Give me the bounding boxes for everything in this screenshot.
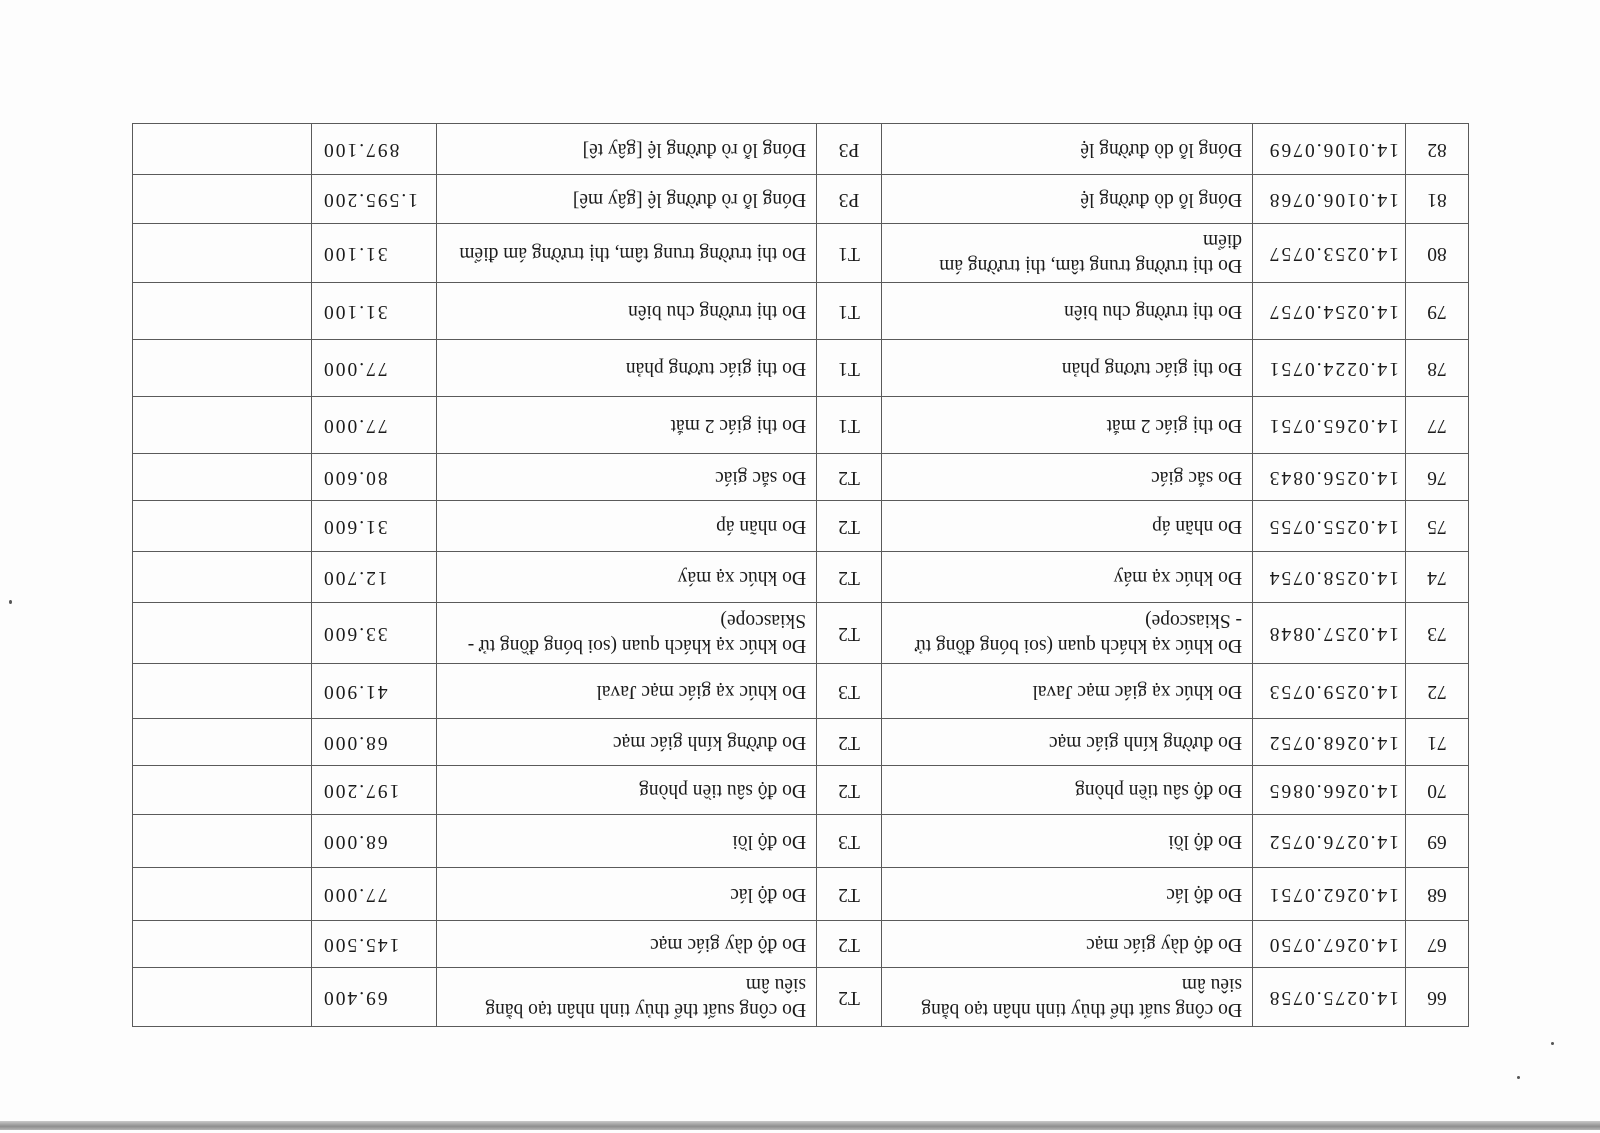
- service-price: 33.600: [312, 603, 437, 664]
- note-cell: [133, 397, 312, 454]
- service-price: 145.500: [312, 921, 437, 968]
- table-row: [133, 454, 1469, 501]
- service-code: 14.0254.0757: [1253, 283, 1406, 340]
- table-row: [133, 815, 1469, 868]
- service-price-table: [132, 123, 1469, 1027]
- service-class: T2: [817, 766, 882, 815]
- note-cell: [133, 175, 312, 224]
- service-code: 14.0258.0754: [1253, 552, 1406, 603]
- service-code: 14.0106.0768: [1253, 175, 1406, 224]
- service-class: T3: [817, 664, 882, 719]
- scan-bottom-edge: [0, 1121, 1600, 1130]
- service-code: 14.0262.0751: [1253, 868, 1406, 921]
- service-name: Đo khúc xạ giác mạc Javal: [882, 664, 1253, 719]
- approved-service-name: Đo độ lác: [437, 868, 817, 921]
- service-price: 80.600: [312, 454, 437, 501]
- service-price: 68.000: [312, 815, 437, 868]
- service-name: Đóng lỗ dò đường lệ: [882, 124, 1253, 175]
- service-class: T2: [817, 719, 882, 766]
- table-row: [133, 340, 1469, 397]
- row-number: 66: [1406, 968, 1469, 1027]
- row-number: 81: [1406, 175, 1469, 224]
- service-code: 14.0255.0755: [1253, 501, 1406, 552]
- service-price: 77.000: [312, 868, 437, 921]
- service-class: T1: [817, 340, 882, 397]
- approved-service-name: Đóng lỗ rò đường lệ [gây mê]: [437, 175, 817, 224]
- note-cell: [133, 124, 312, 175]
- service-name: Đo đường kính giác mạc: [882, 719, 1253, 766]
- row-number: 68: [1406, 868, 1469, 921]
- approved-service-name: Đo khúc xạ giác mạc Javal: [437, 664, 817, 719]
- service-price: 68.000: [312, 719, 437, 766]
- note-cell: [133, 501, 312, 552]
- table-row: [133, 224, 1469, 283]
- service-class: T2: [817, 501, 882, 552]
- service-name: Đo khúc xạ khách quan (soi bóng đồng tử - Skiascope): [882, 603, 1253, 664]
- approved-service-name: Đóng lỗ rò đường lệ [gây tê]: [437, 124, 817, 175]
- note-cell: [133, 968, 312, 1027]
- table-row: [133, 603, 1469, 664]
- service-class: T2: [817, 552, 882, 603]
- note-cell: [133, 552, 312, 603]
- service-class: T3: [817, 815, 882, 868]
- table-row: [133, 664, 1469, 719]
- note-cell: [133, 719, 312, 766]
- service-name: Đo công suất thể thủy tinh nhân tạo bằng siêu âm: [882, 968, 1253, 1027]
- service-class: P3: [817, 124, 882, 175]
- service-name: Đo thị giác 2 mắt: [882, 397, 1253, 454]
- service-class: P3: [817, 175, 882, 224]
- service-code: 14.0253.0757: [1253, 224, 1406, 283]
- note-cell: [133, 815, 312, 868]
- approved-service-name: Đo công suất thể thủy tinh nhân tạo bằng siêu âm: [437, 968, 817, 1027]
- table-row: [133, 397, 1469, 454]
- service-code: 14.0266.0865: [1253, 766, 1406, 815]
- service-price: 31.600: [312, 501, 437, 552]
- service-code: 14.0276.0752: [1253, 815, 1406, 868]
- service-price: 197.200: [312, 766, 437, 815]
- note-cell: [133, 921, 312, 968]
- note-cell: [133, 224, 312, 283]
- service-name: Đo nhãn áp: [882, 501, 1253, 552]
- service-class: T2: [817, 603, 882, 664]
- approved-service-name: Đo nhãn áp: [437, 501, 817, 552]
- table-row: [133, 552, 1469, 603]
- row-number: 69: [1406, 815, 1469, 868]
- row-number: 70: [1406, 766, 1469, 815]
- row-number: 80: [1406, 224, 1469, 283]
- approved-service-name: Đo đường kính giác mạc: [437, 719, 817, 766]
- approved-service-name: Đo thị trường trung tâm, thị trường ám điểm: [437, 224, 817, 283]
- row-number: 73: [1406, 603, 1469, 664]
- service-code: 14.0257.0848: [1253, 603, 1406, 664]
- service-price: 1.595.200: [312, 175, 437, 224]
- row-number: 77: [1406, 397, 1469, 454]
- service-price: 12.700: [312, 552, 437, 603]
- approved-service-name: Đo thị giác 2 mắt: [437, 397, 817, 454]
- service-class: T2: [817, 454, 882, 501]
- row-number: 74: [1406, 552, 1469, 603]
- service-name: Đo thị trường chu biên: [882, 283, 1253, 340]
- approved-service-name: Đo khúc xạ máy: [437, 552, 817, 603]
- service-code: 14.0106.0769: [1253, 124, 1406, 175]
- service-class: T1: [817, 397, 882, 454]
- scan-speck: [1517, 1076, 1520, 1079]
- service-code: 14.0267.0750: [1253, 921, 1406, 968]
- row-number: 75: [1406, 501, 1469, 552]
- service-price: 77.000: [312, 340, 437, 397]
- service-price: 897.100: [312, 124, 437, 175]
- table-row: [133, 766, 1469, 815]
- service-price: 41.900: [312, 664, 437, 719]
- scan-speck: [1551, 1042, 1554, 1045]
- approved-service-name: Đo độ sâu tiền phòng: [437, 766, 817, 815]
- note-cell: [133, 283, 312, 340]
- service-name: Đo độ dày giác mạc: [882, 921, 1253, 968]
- service-class: T1: [817, 224, 882, 283]
- service-code: 14.0265.0751: [1253, 397, 1406, 454]
- service-code: 14.0259.0753: [1253, 664, 1406, 719]
- row-number: 72: [1406, 664, 1469, 719]
- approved-service-name: Đo độ dày giác mạc: [437, 921, 817, 968]
- service-name: Đo thị trường trung tâm, thị trường ám điểm: [882, 224, 1253, 283]
- scan-speck: [9, 600, 12, 604]
- table-row: [133, 921, 1469, 968]
- row-number: 67: [1406, 921, 1469, 968]
- service-name: Đo độ lác: [882, 868, 1253, 921]
- service-name: Đo thị giác tương phản: [882, 340, 1253, 397]
- service-name: Đo sắc giác: [882, 454, 1253, 501]
- row-number: 82: [1406, 124, 1469, 175]
- service-price: 77.000: [312, 397, 437, 454]
- note-cell: [133, 340, 312, 397]
- service-code: 14.0268.0752: [1253, 719, 1406, 766]
- table-row: [133, 719, 1469, 766]
- note-cell: [133, 603, 312, 664]
- approved-service-name: Đo độ lồi: [437, 815, 817, 868]
- service-name: Đo độ lồi: [882, 815, 1253, 868]
- service-class: T1: [817, 283, 882, 340]
- approved-service-name: Đo thị giác tương phản: [437, 340, 817, 397]
- approved-service-name: Đo khúc xạ khách quan (soi bóng đồng tử - Skiascope): [437, 603, 817, 664]
- table-row: [133, 501, 1469, 552]
- service-price: 69.400: [312, 968, 437, 1027]
- note-cell: [133, 454, 312, 501]
- note-cell: [133, 868, 312, 921]
- service-code: 14.0256.0843: [1253, 454, 1406, 501]
- service-code: 14.0275.0758: [1253, 968, 1406, 1027]
- row-number: 71: [1406, 719, 1469, 766]
- service-class: T2: [817, 921, 882, 968]
- service-name: Đo độ sâu tiền phòng: [882, 766, 1253, 815]
- row-number: 76: [1406, 454, 1469, 501]
- table-row: [133, 968, 1469, 1027]
- table-row: [133, 175, 1469, 224]
- service-price: 31.100: [312, 224, 437, 283]
- note-cell: [133, 766, 312, 815]
- service-price-table-wrapper: [133, 124, 1469, 1027]
- table-row: [133, 868, 1469, 921]
- note-cell: [133, 664, 312, 719]
- service-class: T2: [817, 868, 882, 921]
- table-row: [133, 283, 1469, 340]
- table-body: [133, 124, 1469, 1027]
- row-number: 79: [1406, 283, 1469, 340]
- row-number: 78: [1406, 340, 1469, 397]
- table-row: [133, 124, 1469, 175]
- service-code: 14.0224.0751: [1253, 340, 1406, 397]
- service-name: Đo khúc xạ máy: [882, 552, 1253, 603]
- service-price: 31.100: [312, 283, 437, 340]
- approved-service-name: Đo sắc giác: [437, 454, 817, 501]
- approved-service-name: Đo thị trường chu biên: [437, 283, 817, 340]
- service-name: Đóng lỗ dò đường lệ: [882, 175, 1253, 224]
- service-class: T2: [817, 968, 882, 1027]
